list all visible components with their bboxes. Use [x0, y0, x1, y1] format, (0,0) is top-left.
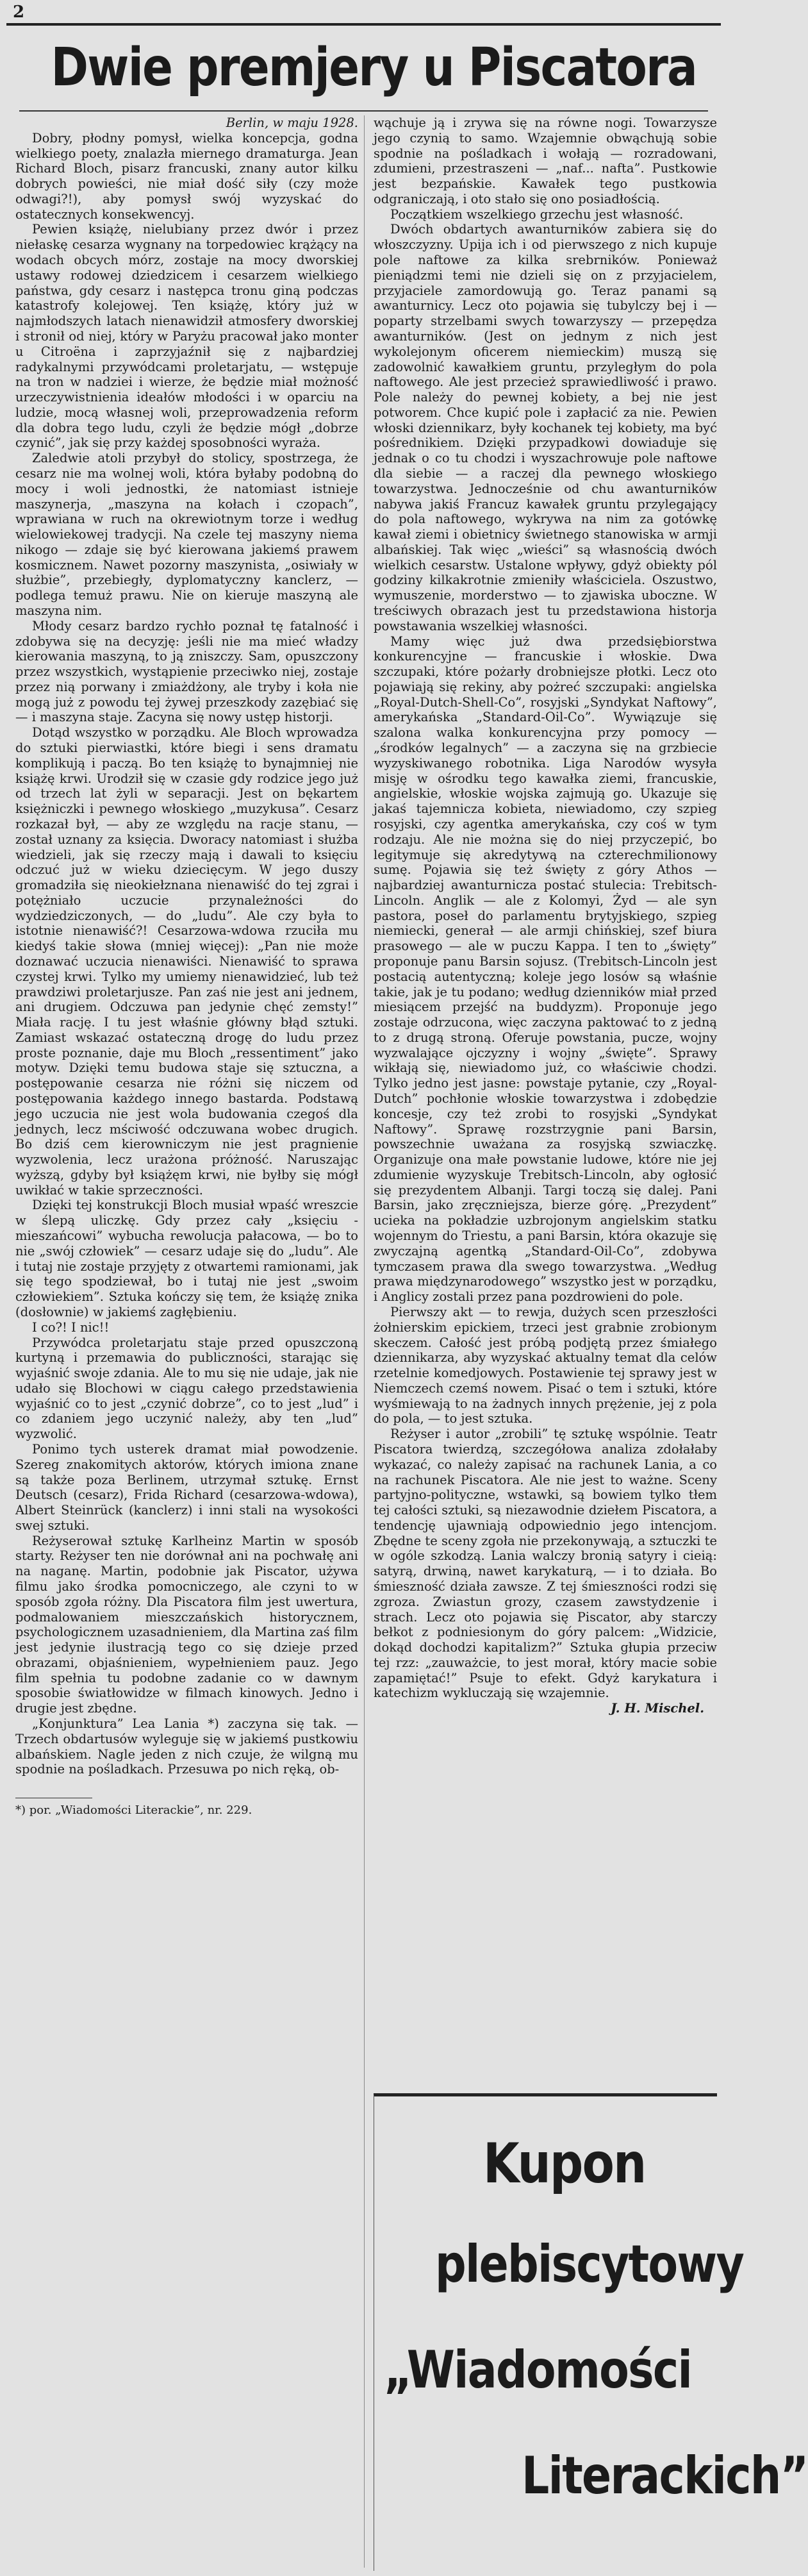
- paragraph: wąchuje ją i zrywa się na równe nogi. Towarzysze jego czynią to samo. Wzajemnie obwąchują sobie spodnie na pośladkach i wołają — rozradowani, zdumieni, przestraszeni — „naf... nafta”. Pustkowie jest bezpańskie. Kawałek tego pustkowia odgraniczają, i oto stało się ono posiadłością.: [374, 115, 717, 206]
- paragraph: Młody cesarz bardzo rychło poznał tę fatalność i zdobywa się na decyzję: jeśli nie ma mieć władzy kierowania maszyną, to ją zniszczy. Sam, opuszczony przez wszystkich, wystąpienie przeciwko niej, zostaje przez nią porwany i zmiażdżony, ale tryby i koła nie mogą już z powodu tej żywej przeszkody zazębiać się — i maszyna staje. Zacyna się nowy ustęp historji.: [15, 618, 358, 725]
- plebiscite-coupon: [374, 2093, 808, 2571]
- top-rule: [6, 23, 721, 26]
- dateline: Berlin, w maju 1928.: [226, 115, 358, 130]
- paragraph: Reżyserował sztukę Karlheinz Martin w sposób starty. Reżyser ten nie dorównał ani na pochwałę ani na naganę. Martin, podobnie jak Piscator, używa filmu jako środka pomocniczego, ale czyni to w sposób zgoła różny. Dla Piscatora film jest uwertura, podmalowaniem mieszczańskich historycznem, psychologicznem uzasadnieniem, dla Martina zaś film jest jedynie ilustracją tego co się dzieje przed obrazami, objaśnieniem, wypełnieniem pauz. Jego film spełnia tu podobne zadanie co w dawnym sposobie światłowidze w filmach kinowych. Jedno i drugie jest zbędne.: [15, 1533, 358, 1716]
- right-column: [374, 115, 717, 1716]
- paragraph: Reżyser i autor „zrobili” tę sztukę wspólnie. Teatr Piscatora twierdzą, szczegółowa analiza zdołałaby wykazać, co należy zapisać na rachunek Lania, a co na rachunek Piscatora. Ale nie jest to ważne. Sceny partyjno-polityczne, wstawki, są bowiem tylko tłem tej całości sztuki, są niezawodnie dziełem Piscatora, a tendencję ujawniają odpowiednio jego intencjom. Zbędne te sceny zgoła nie przekonywają, a sztuczki te w ogóle szkodzą. Lania walczy bronią satyry i cieią: satyrą, drwiną, nawet karykaturą, — i to działa. Bo śmieszność działa zawsze. Z tej śmieszności rodzi się zgroza. Zwiastun grozy, czasem zawstydzenie i strach. Lecz oto pojawia się Piscator, aby starczy bełkot z podniesionym do góry palcem: „Widzicie, dokąd dochodzi kapitalizm?” Sztuka głupia przeciw tej rzz: „zauważcie, to jest morał, który macie sobie zapamiętać!” Psuje to efekt. Gdyż karykatura i katechizm wykluczają się wzajemnie.: [374, 1426, 717, 1701]
- headline: Dwie premjery u Piscatora: [51, 37, 697, 98]
- paragraph: „Konjunktura” Lea Lania *) zaczyna się tak. — Trzech obdartusów wyleguje się w jakiemś pustkowiu albańskiem. Nagle jeden z nich czuje, że wilgną mu spodnie na pośladkach. Przesuwa po nich ręką, ob-: [15, 1716, 358, 1777]
- paragraph: Pierwszy akt — to rewja, dużych scen przeszłości żołnierskim epickiem, trzeci jest grabnie zrobionym skeczem. Całość jest próbą podjętą przez śmiałego dziennikarza, aby wyzyskać aktualny temat dla celów rzetelnie komedjowych. Postawienie tej sprawy jest w Niemczech czemś nowem. Pisać o tem i sztuki, które wyśmiewają to na żadnych innych prężenie, jej z pola do pola, — to jest sztuka.: [374, 1304, 717, 1426]
- coupon-line-1: Kupon: [483, 2132, 646, 2196]
- coupon-line-3: „Wiadomości: [384, 2340, 692, 2400]
- author-signature: J. H. Mischel.: [611, 1701, 704, 1716]
- paragraph: Przywódca proletarjatu staje przed opuszczoną kurtyną i przemawia do publiczności, starając się wyjaśnić swoje zdania. Ale to mu się nie udaje, jak nie udało się Blochowi w ciągu całego przedstawienia wyjaśnić co to jest „czynić dobrze”, co to jest „lud” i co zdaniem jego uczynić należy, aby ten „lud” wyzwolić.: [15, 1335, 358, 1442]
- paragraph: Pewien książę, nielubiany przez dwór i przez niełaskę cesarza wygnany na torpedowiec krążący na wodach obcych mórz, zostaje na mocy dworskiej ustawy rodowej dziedzicem i cesarzem wielkiego państwa, gdy cesarz i następca tronu giną podczas katastrofy kolejowej. Ten książę, który już w najmłodszych latach nienawidził atmosfery dworskiej i stronił od niej, który w Paryżu pracował jako monter u Citroëna i zaprzyjaźnił się z najbardziej radykalnymi przywódcami proletarjatu, — wstępuje na tron w nadziei i wierze, że będzie miał możność urzeczywistnienia ideałów młodości i w oparciu na ludzie, mocą własnej woli, przeprowadzenia reform dla dobra tego ludu, czyli że będzie mógł „dobrze czynić”, jak się przy każdej sposobności wyraża.: [15, 222, 358, 451]
- left-column: [15, 115, 358, 1818]
- page-number: 2: [13, 3, 25, 22]
- column-divider: [364, 115, 365, 2568]
- paragraph: Zaledwie atoli przybył do stolicy, spostrzega, że cesarz nie ma wolnej woli, która byłaby podobną do mocy i woli jednostki, że natomiast istnieje maszynerja, „maszyna na kołach i czopach”, wprawiana w ruch na okrewiotnym torze i według wielowiekowej tradycji. Na czele tej maszyny niema nikogo — zdaje się być kierowana jakiemś prawem kosmicznem. Nawet pozorny maszynista, „osiwiały w służbie”, przebiegły, dyplomatyczny kanclerz, — podlega temuż prawu. Nie on kieruje maszyną ale maszyna nim.: [15, 451, 358, 618]
- paragraph: I co?! I nic!!: [32, 1319, 110, 1335]
- paragraph: Ponimo tych usterek dramat miał powodzenie. Szereg znakomitych aktorów, których imiona znane są także poza Berlinem, utrzymał sztukę. Ernst Deutsch (cesarz), Frida Richard (cesarzowa-wdowa), Albert Steinrück (kanclerz) i inni stali na wysokości swej sztuki.: [15, 1441, 358, 1533]
- paragraph: Dobry, płodny pomysł, wielka koncepcja, godna wielkiego poety, znalazła miernego dramaturga. Jean Richard Bloch, pisarz francuski, znany autor kilku dobrych powieści, nie miał dość siły (czy może odwagi?!), aby pomysł swój wyzyskać do ostatecznych konsekwencyj.: [15, 130, 358, 222]
- footnote: *) por. „Wiadomości Literackie”, nr. 229.: [15, 1803, 252, 1818]
- paragraph: Mamy więc już dwa przedsiębiorstwa konkurencyjne — francuskie i włoskie. Dwa szczupaki, które pożarły drobniejsze płotki. Lecz oto pojawiają się rekiny, aby pożreć szczupaki: angielska „Royal-Dutch-Shell-Co”, rosyjski „Syndykat Naftowy”, amerykańska „Standard-Oil-Co”. Wywiązuje się szalona walka konkurencyjna przy pomocy — „środków legalnych” — a zaczyna się na grzbiecie wyzyskiwanego robotnika. Liga Narodów wysyła misję w ośrodku tego kawałka ziemi, francuskie, angielskie, włoskie wojska zajmują go. Ukazuje się jakaś tajemnicza kobieta, niewiadomo, czy szpieg rosyjski, czy agentka amerykańska, czy coś w tym rodzaju. Ale nie można się do niej przyczepić, bo legitymuje się akredytywą na czterechmilionowy sumę. Pojawia się też święty z góry Athos — najbardziej awanturnicza postać stulecia: Trebitsch-Lincoln. Anglik — ale z Kolomyi, Żyd — ale syn pastora, poseł do parlamentu brytyjskiego, szpieg niemiecki, generał — ale armji chińskiej, szef biura prasowego — ale w puczu Kappa. I ten to „święty” proponuje panu Barsin sojusz. (Trebitsch-Lincoln jest postacią autentyczną; koleje jego losów są właśnie takie, jak je tu podano; według dzienników miał przed miesiącem przejść na buddyzm). Proponuje jego zostaje odrzucona, więc zaczyna paktować to z jedną to z drugą stroną. Oferuje powstania, pucze, wojny wyzwalające ojczyzny i wojny „święte”. Sprawy wikłają się, niewiadomo już, co właściwie chodzi. Tylko jedno jest jasne: powstaje pytanie, czy „Royal-Dutch” pochłonie włoskie towarzystwa i zdobędzie koncesje, czy też zrobi to rosyjski „Syndykat Naftowy”. Sprawę rozstrzygnie pani Barsin, powszechnie uważana za rosyjską szwiaczkę. Organizuje ona małe powstanie ludowe, które nie jej zdumienie wyzyskuje Trebitsch-Lincoln, aby ogłosić się prezydentem Albanji. Targi toczą się dalej. Pani Barsin, jako zręczniejsza, bierze górę. „Prezydent” ucieka na pokładzie uzbrojonym angielskim statku wojennym do Triestu, a pani Barsin, która okazuje się zwyczajną agentką „Standard-Oil-Co”, zdobywa tymczasem prawa dla swego towarzystwa. „Według prawa międzynarodowego” wszystko jest w porządku, i Anglicy zostali przez pana pozdrowieni do pole.: [374, 633, 717, 1305]
- paragraph: Początkiem wszelkiego grzechu jest własność.: [390, 206, 684, 222]
- paragraph: Dwóch obdartych awanturników zabiera się do włoszczyzny. Upija ich i od pierwszego z nich kupuje pole naftowe za kilka srebrników. Ponieważ pieniądzmi temi nie dzieli się on z przyjacielem, przyjaciele zamordowują go. Teraz panami są awanturnicy. Lecz oto pojawia się tubylczy bej i — poparty strzelbami swych towarzyszy — przepędza awanturników. (Jest on jednym z nich jest wykolejonym oficerem niemieckim) muszą się zadowolnić kawałkiem gruntu, przyległym do pola naftowego. Ale jest przecież sprawiedliwość i prawo. Pole należy do pewnej kobiety, a bej nie jest potworem. Chce kupić pole i zapłacić za nie. Pewien włoski dziennikarz, były kochanek tej kobiety, ma być pośrednikiem. Dzięki przypadkowi dowiaduje się jednak o co tu chodzi i wyszachrowuje pole naftowe dla siebie — a raczej dla pewnego włoskiego towarzystwa. Jednocześnie od chu awanturników nabywa jakiś Francuz kawałek gruntu przylegający do pola naftowego, wykrywa na nim za gotówkę kawał ziemi i obietnicy świetnego stanowiska w armji albańskiej. Tak więc „wieści” są własnością dwóch wielkich cesarstw. Ustalone wpływy, gdyż obiekty pól godziny kilkakrotnie zmieniły właściciela. Oszustwo, wymuszenie, morderstwo — to zjawiska uboczne. W treściwych obrazach jest tu przedstawiona historja powstawania wszelkiej własności.: [374, 222, 717, 633]
- paragraph: Dotąd wszystko w porządku. Ale Bloch wprowadza do sztuki pierwiastki, które biegi i sens dramatu komplikują i paczą. Bo ten książę to bynajmniej nie książę krwi. Urodził się w czasie gdy rodzice jego już od trzech lat żyli w separacji. Jest on bękartem księżniczki i pewnego włoskiego „muzykusa”. Cesarz rozkazał był, — aby ze względu na racje stanu, — został uznany za księcia. Dworacy natomiast i służba wiedzieli, jak się rzeczy mają i dawali to księciu odczuć już w wieku dziecięcym. W jego duszy gromadziła się nieokiełznana nienawiść do tej zgrai i potężniało uczucie przynależności do wydziedziczonych, — do „ludu”. Ale czy była to istotnie nienawiść?! Cesarzowa-wdowa rzuciła mu kiedyś takie słowa (mniej więcej): „Pan nie może doznawać uczucia nienawiści. Nienawiść to sprawa czystej krwi. Tylko my umiemy nienawidzieć, lub też prawdziwi proletarjusze. Pan zaś nie jest ani jednem, ani drugiem. Odczuwa pan jedynie chęć zemsty!” Miała rację. I tu jest właśnie główny błąd sztuki. Zamiast wskazać ostateczną drogę do ludu przez proste poznanie, daje mu Bloch „ressentiment” jako motyw. Dzięki temu budowa staje się sztuczna, a postępowanie cesarza nie różni się niczem od postępowania każdego innego bastarda. Podstawą jego uczucia nie jest wola budowania czegoś dla jednych, lecz mściwość odczuwana wobec drugich. Bo dziś cem kierowniczym nie jest pragnienie wyzwolenia, lecz urażona próżność. Naruszając wyższą, gdyby był książęm krwi, nie byłby się mógł uwikłać w takie sprzeczności.: [15, 725, 358, 1198]
- headline-rule: [19, 110, 708, 112]
- coupon-line-2: plebiscytowy: [435, 2234, 744, 2294]
- coupon-line-4: Literackich”: [522, 2446, 808, 2505]
- paragraph: Dzięki tej konstrukcji Bloch musiał wpaść wreszcie w ślepą uliczkę. Gdy przez cały „księciu - mieszańcowi” wybucha rewolucja pałacowa, — bo to nie „swój człowiek” — cesarz udaje się do „ludu”. Ale i tutaj nie zostaje przyjęty z otwartemi ramionami, jak się tego spodziewał, bo i tutaj nie jest „swoim człowiekiem”. Sztuka kończy się tem, że książę znika (dosłownie) w jakiemś zagłębieniu.: [15, 1198, 358, 1319]
